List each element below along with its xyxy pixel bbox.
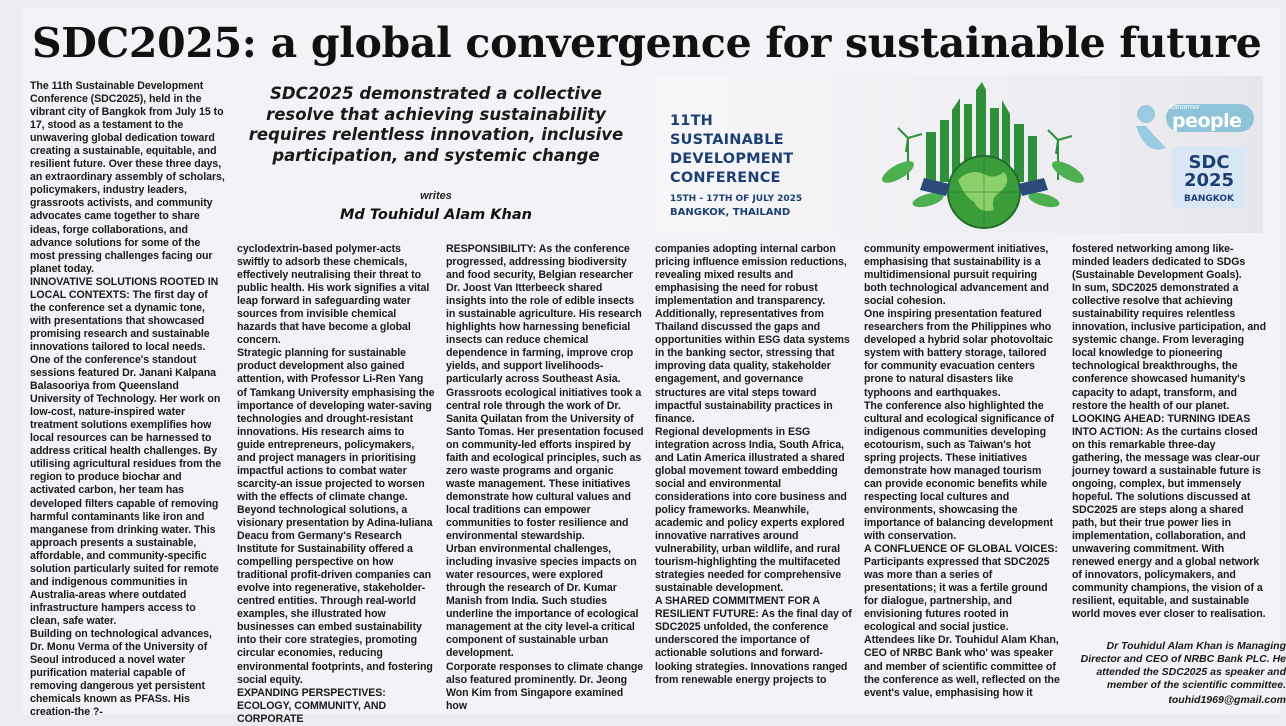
headline: SDC2025: a global convergence for sustainable future [32, 19, 1262, 67]
logo-people-text: people [1172, 110, 1242, 132]
paragraph: Building on technological advances, Dr. Monu Verma of the University of Seoul introduced a novel water purification material capable of removing dangerous yet persistent chemicals known as PFASs. His creation-the ?- [30, 627, 212, 719]
banner-title-line: CONFERENCE [670, 170, 781, 186]
paragraph: Grassroots ecological initiatives took a central role through the work of Dr. Sanita Quilatan from the University of Santo Tomas. Her presentation focused on community-led efforts inspired by faith and ecological principles, such as zero waste programs and organic waste management. These initiatives demonstrate how cultural values and local traditions can empower communities to foster resilience and environmental stewardship. [446, 386, 644, 543]
logo-sdc-text [1174, 154, 1244, 190]
author-bio: Dr Touhidul Alam Khan is Managing Director and CEO of NRBC Bank PLC. He attended the SDC2025 as speaker and member of the scientific committee. [1080, 640, 1286, 691]
article-column-2 [237, 243, 435, 725]
logo-sdc: SDC [1188, 152, 1230, 173]
banner-location: BANGKOK, THAILAND [670, 207, 791, 218]
logo-year: 2025 [1183, 170, 1235, 191]
author-email: touhid1969@gmail.com [1168, 694, 1286, 706]
paragraph: A SHARED COMMITMENT FOR A RESILIENT FUTURE: As the final day of SDC2025 unfolded, the conference underscored the importance of actionable solutions and forward-looking strategies. Innovations ranged from renewable energy projects to [655, 595, 852, 686]
paragraph: cyclodextrin-based polymer-acts swiftly to adsorb these chemicals, effectively neutralising their threat to public health. His work signifies a vital leap forward in safeguarding water sources from invisible chemical hazards that have become a global concern. [237, 243, 430, 347]
paragraph: INNOVATIVE SOLUTIONS ROOTED IN LOCAL CONTEXTS: The first day of the conference set a dynamic tone, with presentations that showcased promising research and sustainable innovations tailored to local needs. One of the conference's standout sessions featured Dr. Janani Kalpana Balasooriya from Queensland University of Technology. Her work on low-cost, nature-inspired water treatment solutions exemplifies how local resources can be harnessed to address critical health challenges. By utilising agricultural residues from the region to produce biochar and activated carbon, her team has developed filters capable of removing harmful contaminants like iron and manganese from drinking water. This approach presents a sustainable, affordable, and community-specific solution particularly suited for remote and indigenous communities in Australia-areas where outdated infrastructure hampers access to clean, safe water. [30, 275, 222, 627]
banner-dates [670, 193, 830, 219]
paragraph: EXPANDING PERSPECTIVES: ECOLOGY, COMMUNITY, AND CORPORATE [237, 686, 387, 725]
conference-banner-image [656, 76, 1263, 233]
paragraph: Attendees like Dr. Touhidul Alam Khan, CEO of NRBC Bank who' was speaker and member of scientific committee of the conference as well, reflected on the event's value, emphasising how it [864, 634, 1060, 699]
paragraph: Urban environmental challenges, including invasive species impacts on water resources, were explored through the research of Dr. Kumar Manish from India. Such studies underline the importance of ecological management at the city level-a critical component of sustainable urban development. [446, 543, 639, 660]
paragraph: One inspiring presentation featured researchers from the Philippines who developed a hybrid solar photovoltaic system with battery storage, tailored for community evacuation centers prone to natural disasters like typhoons and earthquakes. [864, 308, 1053, 399]
article-column-5 [864, 243, 1062, 710]
paragraph: The conference also highlighted the cultural and ecological significance of indigenous communities developing ecotourism, such as Taiwan's hot spring projects. These initiatives demonstrate how managed tourism can provide economic benefits while respecting local cultures and environments, showcasing the importance of balancing development with conservation. [864, 399, 1054, 543]
logo-city: BANGKOK [1184, 194, 1234, 204]
paragraph: LOOKING AHEAD: TURNING IDEAS INTO ACTION: As the curtains closed on this remarkable three-day gathering, the message was clear-our journey toward a sustainable future is ongoing, complex, but immensely hopeful. The solutions discussed at SDC2025 are steps along a shared path, but their true power lies in implementation, collaboration, and unwavering commitment. With renewed energy and a global network of innovators, policymakers, and community champions, the vision of a resilient, equitable, and sustainable world moves ever closer to realisation. [1072, 412, 1266, 621]
newspaper-page [22, 8, 1286, 725]
paragraph: fostered networking among like-minded leaders dedicated to SDGs (Sustainable Development Goals). [1072, 243, 1246, 282]
banner-title-line: 11TH SUSTAINABLE [670, 113, 784, 148]
banner-date-range: 15TH - 17TH OF JULY 2025 [670, 194, 803, 204]
banner-title-line: DEVELOPMENT [670, 151, 794, 167]
paragraph: Corporate responses to climate change also featured prominently. Dr. Jeong Won Kim from Singapore examined how [446, 660, 644, 712]
article-column-1 [30, 80, 225, 719]
paragraph: In sum, SDC2025 demonstrated a collective resolve that achieving sustainability requires relentless innovation, inclusive participation, and systemic change. From leveraging local knowledge to pioneering technological breakthroughs, the conference showcased humanity's capacity to adapt, transform, and restore the health of our planet. [1072, 282, 1267, 412]
paragraph: companies adopting internal carbon pricing influence emission reductions, revealing mixed results and emphasising the need for robust implementation and transparency. Additionally, representatives from Thailand discussed the gaps and opportunities within ESG data systems in the banking sector, stressing that improving data quality, stakeholder engagement, and governance structures are vital steps toward impactful sustainability practices in finance. [655, 243, 850, 425]
paragraph: A CONFLUENCE OF GLOBAL VOICES: Participants expressed that SDC2025 was more than a series of presentations; it was a fertile ground for dialogue, partnership, and envisioning futures rooted in ecological and social justice. [864, 543, 1058, 634]
banner-title [670, 112, 820, 188]
paragraph: The 11th Sustainable Development Conference (SDC2025), held in the vibrant city of Bangkok from July 15 to 17, stood as a testament to the unwavering global dedication toward creating a sustainable, equitable, and resilient future. Over these three days, an extraordinary assembly of scholars, policymakers, industry leaders, grassroots activists, and community advocates came together to share ideas, forge collaborations, and advance solutions for some of the most pressing challenges facing our planet today. [30, 80, 225, 275]
paragraph: RESPONSIBILITY: As the conference progressed, addressing biodiversity and food security, Belgian researcher Dr. Joost Van Itterbeeck shared insights into the role of edible insects in sustainable agriculture. His research highlights how harnessing beneficial insects can reduce chemical dependence in farming, improve crop yields, and support livelihoods-particularly across Southeast Asia. [446, 243, 642, 386]
pull-quote: SDC2025 demonstrated a collective resolve that achieving sustainability requires relentless innovation, inclusive participation, and systemic change [248, 84, 624, 165]
paragraph: Beyond technological solutions, a visionary presentation by Adina-Iuliana Deacu from Germany's Research Institute for Sustainability offered a compelling perspective on how traditional profit-driven companies can evolve into regenerative, stakeholder-centred entities. Through real-world examples, she illustrated how businesses can embed sustainability into their core strategies, promoting circular economies, reducing environmental footprints, and fostering social equity. [237, 503, 433, 686]
article-column-4 [655, 243, 853, 710]
byline-writes: writes [420, 190, 452, 202]
byline-author: Md Touhidul Alam Khan [340, 207, 532, 223]
green-city-globe-icon [868, 80, 1108, 230]
paragraph: Regional developments in ESG integration across India, South Africa, and Latin America illustrated a shared global movement toward embedding social and environmental considerations into core business and policy frameworks. Meanwhile, academic and policy experts explored innovative narratives around vulnerability, urban wildlife, and rural tourism-highlighting the multifaceted strategies needed for comprehensive sustainable development. [655, 425, 847, 595]
sdc2025-logo [1126, 100, 1256, 210]
article-column-3 [446, 243, 644, 710]
logo-small-text: tomorrow [1170, 104, 1200, 111]
paragraph: Strategic planning for sustainable product development also gained attention, with Professor Li-Ren Yang of Tamkang University emphasising the importance of developing water-saving technologies and drought-resistant innovations. His research aims to guide entrepreneurs, policymakers, and project managers in prioritising impactful actions to combat water scarcity-an issue projected to worsen with the effects of climate change. [237, 347, 435, 503]
paragraph: community empowerment initiatives, emphasising that sustainability is a multidimensional pursuit requiring both technological advancement and social cohesion. [864, 243, 1049, 308]
